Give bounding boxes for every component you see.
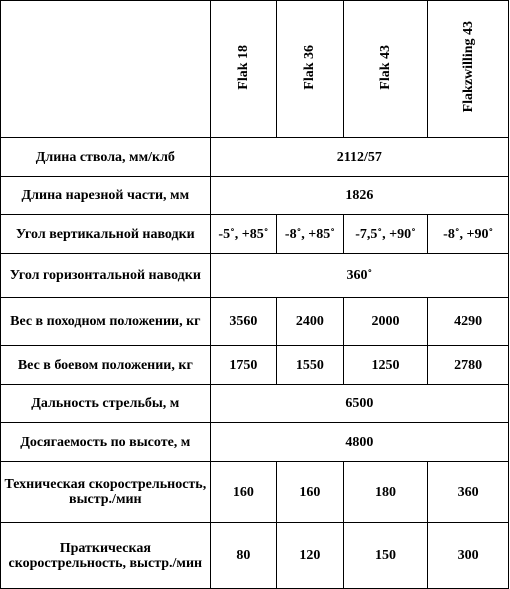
merged-value: 6500 bbox=[210, 385, 508, 423]
table-row bbox=[1, 462, 509, 523]
table-cell: 3560 bbox=[210, 298, 277, 346]
gun-header-flak-36 bbox=[277, 1, 344, 138]
row-label: Длина ствола, мм/клб bbox=[1, 138, 211, 177]
gun-header-flakzwilling-43 bbox=[428, 1, 509, 138]
gun-name: Flak 36 bbox=[302, 44, 318, 90]
table-cell: 4290 bbox=[428, 298, 509, 346]
header-row bbox=[1, 1, 509, 138]
table-cell: 80 bbox=[210, 523, 277, 589]
row-label: Вес в боевом положении, кг bbox=[1, 346, 211, 385]
merged-value: 2112/57 bbox=[210, 138, 508, 177]
table-row bbox=[1, 177, 509, 215]
table-cell: 2400 bbox=[277, 298, 344, 346]
table-row bbox=[1, 523, 509, 589]
table-cell: 300 bbox=[428, 523, 509, 589]
table-cell: 2000 bbox=[343, 298, 428, 346]
merged-value: 1826 bbox=[210, 177, 508, 215]
table-row bbox=[1, 215, 509, 254]
gun-header-flak-43 bbox=[343, 1, 428, 138]
table-cell: 2780 bbox=[428, 346, 509, 385]
table-row bbox=[1, 423, 509, 462]
row-label: Угол горизонтальной наводки bbox=[1, 254, 211, 298]
table-row bbox=[1, 138, 509, 177]
gun-name: Flak 43 bbox=[378, 44, 393, 90]
table-cell: 1250 bbox=[343, 346, 428, 385]
merged-value: 360˚ bbox=[210, 254, 508, 298]
row-label: Дальность стрельбы, м bbox=[1, 385, 211, 423]
row-label: Техническая скорострельность, выстр./мин bbox=[1, 462, 211, 523]
row-label: Вес в походном положении, кг bbox=[1, 298, 211, 346]
gun-header-flak-18 bbox=[210, 1, 277, 138]
table-cell: 1750 bbox=[210, 346, 277, 385]
row-label: Досягаемость по высоте, м bbox=[1, 423, 211, 462]
gun-name: Flakzwilling 43 bbox=[460, 21, 476, 113]
corner-cell bbox=[1, 1, 211, 138]
table-row bbox=[1, 298, 509, 346]
row-label: Длина нарезной части, мм bbox=[1, 177, 211, 215]
table-row bbox=[1, 385, 509, 423]
row-label: Праткическая скорострельность, выстр./мин bbox=[1, 523, 211, 589]
row-label: Угол вертикальной наводки bbox=[1, 215, 211, 254]
table-cell: -8˚, +85˚ bbox=[277, 215, 344, 254]
table-cell: 160 bbox=[277, 462, 344, 523]
merged-value: 4800 bbox=[210, 423, 508, 462]
table-cell: 160 bbox=[210, 462, 277, 523]
table-cell: 180 bbox=[343, 462, 428, 523]
table-cell: 360 bbox=[428, 462, 509, 523]
table-cell: -5˚, +85˚ bbox=[210, 215, 277, 254]
table-cell: -8˚, +90˚ bbox=[428, 215, 509, 254]
table-cell: 150 bbox=[343, 523, 428, 589]
gun-name: Flak 18 bbox=[235, 44, 251, 90]
table-cell: 1550 bbox=[277, 346, 344, 385]
table-cell: -7,5˚, +90˚ bbox=[343, 215, 428, 254]
table-row bbox=[1, 254, 509, 298]
table-row bbox=[1, 346, 509, 385]
table-cell: 120 bbox=[277, 523, 344, 589]
